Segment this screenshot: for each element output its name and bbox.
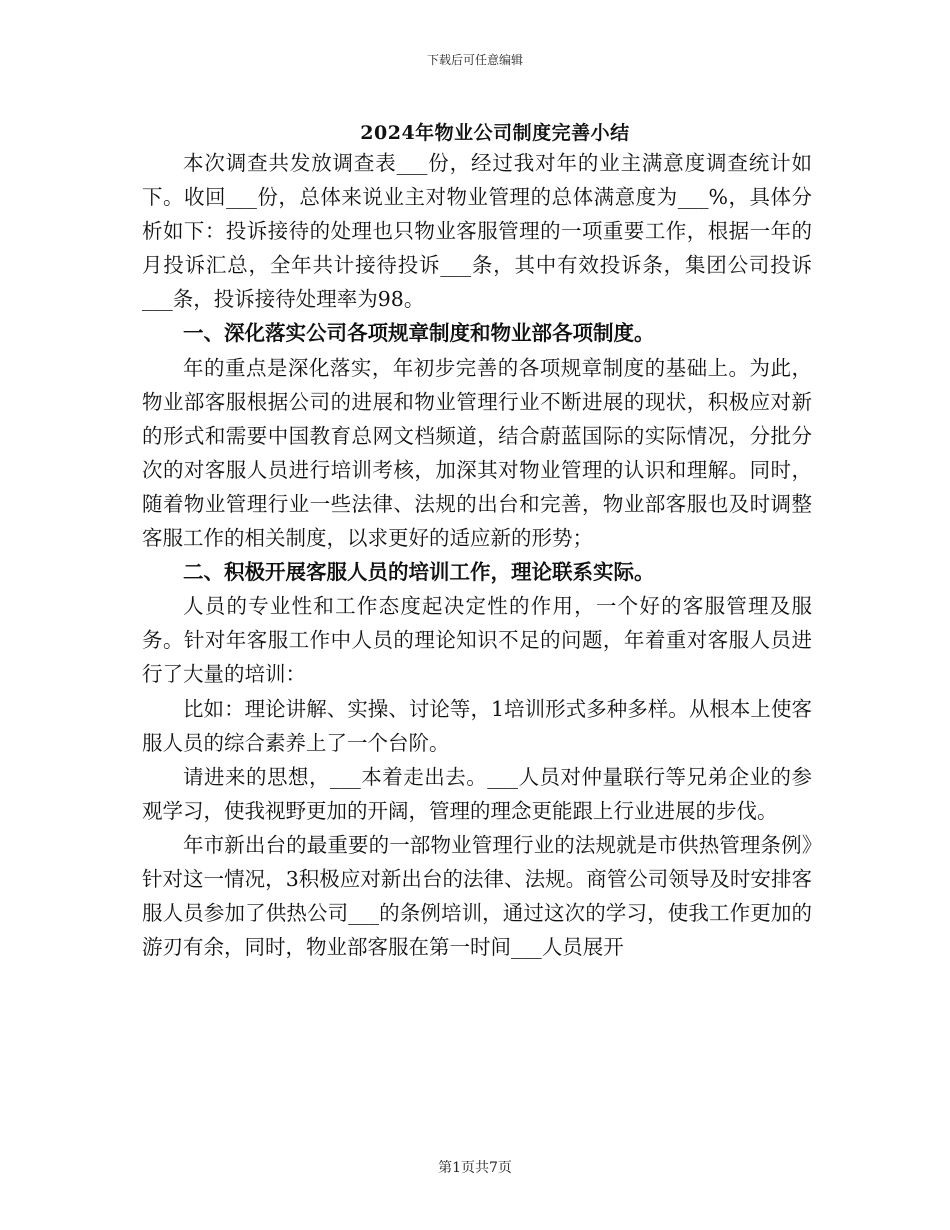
page-footer: 第1页共7页 — [438, 1160, 512, 1176]
paragraph-section-2c: 请进来的思想，___本着走出去。___人员对仲量联行等兄弟企业的参观学习，使我视野更加的开阔，管理的理念更能跟上行业进展的步伐。 — [142, 764, 812, 823]
paragraph-section-2d: 年市新出台的最重要的一部物业管理行业的法规就是市供热管理条例》针对这一情况，3积极应对新出台的法律、法规。商管公司领导及时安排客服人员参加了供热公司___的条例培训，通过这次的学习，使我工作更加的游刃有余，同时，物业部客服在第一时间___人员展开 — [142, 832, 812, 960]
section-heading-2: 二、积极开展客服人员的培训工作，理论联系实际。 — [183, 560, 655, 585]
page-header: 下载后可任意编辑 — [426, 53, 523, 67]
section-heading-1: 一、深化落实公司各项规章制度和物业部各项制度。 — [183, 321, 655, 346]
document-body — [142, 146, 812, 964]
paragraph-section-2b: 比如：理论讲解、实操、讨论等，1培训形式多种多样。从根本上使客服人员的综合素养上了一个台阶。 — [142, 696, 812, 755]
paragraph-intro: 本次调查共发放调查表___份，经过我对年的业主满意度调查统计如下。收回___份，总体来说业主对物业管理的总体满意度为___%，具体分析如下：投诉接待的处理也只物业客服管理的一项重要工作，根据一年的月投诉汇总，全年共计接待投诉___条，其中有效投诉条，集团公司投诉___条，投诉接待处理率为98。 — [142, 151, 812, 312]
paragraph-section-2a: 人员的专业性和工作态度起决定性的作用，一个好的客服管理及服务。针对年客服工作中人员的理论知识不足的问题，年着重对客服人员进行了大量的培训： — [142, 594, 812, 687]
paragraph-section-1: 年的重点是深化落实，年初步完善的各项规章制度的基础上。为此，物业部客服根据公司的进展和物业管理行业不断进展的现状，积极应对新的形式和需要中国教育总网文档频道，结合蔚蓝国际的实际情况，分批分次的对客服人员进行培训考核，加深其对物业管理的认识和理解。同时，随着物业管理行业一些法律、法规的出台和完善，物业部客服也及时调整客服工作的相关制度，以求更好的适应新的形势； — [142, 355, 812, 551]
document-title: 2024年物业公司制度完善小结 — [360, 122, 630, 144]
